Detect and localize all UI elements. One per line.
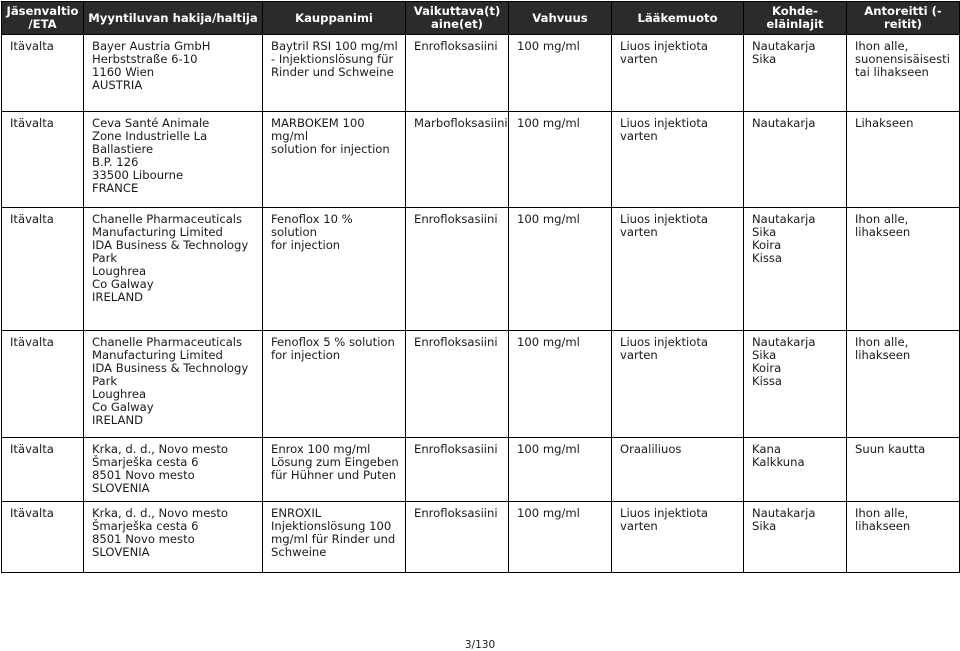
table-row: [2, 331, 960, 438]
cell-target-species-line: Sika: [752, 52, 777, 66]
cell-holder-line: Herbststraße 6-10: [92, 52, 198, 66]
cell-route: [847, 502, 960, 573]
cell-target-species: [744, 502, 847, 573]
cell-holder-line: Loughrea: [92, 264, 147, 278]
cell-pharmaceutical-form: [612, 502, 744, 573]
cell-holder-line: Krka, d. d., Novo mesto: [92, 506, 229, 520]
cell-holder-line: 8501 Novo mesto: [92, 532, 195, 546]
cell-route-line: Lihakseen: [855, 116, 914, 130]
cell-route: [847, 208, 960, 331]
cell-holder: [84, 502, 263, 573]
cell-trade-name: [263, 438, 406, 502]
cell-holder-line: Ballastiere: [92, 142, 154, 156]
cell-target-species-line: Sika: [752, 348, 777, 362]
cell-holder-line: IRELAND: [92, 290, 144, 304]
cell-target-species-line: Koira: [752, 361, 782, 375]
cell-target-species-line: Nautakarja: [752, 212, 816, 226]
cell-holder-line: Šmarješka cesta 6: [92, 519, 199, 533]
cell-holder-line: Park: [92, 374, 118, 388]
cell-route-line: lihakseen: [855, 519, 911, 533]
cell-trade-name-line: Lösung zum Eingeben: [271, 455, 399, 469]
cell-target-species: [744, 208, 847, 331]
table-row: [2, 208, 960, 331]
cell-holder-line: Park: [92, 251, 118, 265]
cell-holder: [84, 208, 263, 331]
cell-trade-name-line: Injektionslösung 100: [271, 519, 392, 533]
cell-pharmaceutical-form-line: varten: [620, 519, 658, 533]
cell-holder-line: B.P. 126: [92, 155, 139, 169]
header-strength: Vahvuus: [509, 2, 612, 35]
cell-trade-name-line: for injection: [271, 238, 341, 252]
cell-route-line: lihakseen: [855, 348, 911, 362]
cell-trade-name-line: ENROXIL: [271, 506, 322, 520]
cell-trade-name: [263, 208, 406, 331]
cell-target-species: [744, 438, 847, 502]
cell-pharmaceutical-form-line: varten: [620, 52, 658, 66]
cell-pharmaceutical-form-line: Liuos injektiota: [620, 39, 708, 53]
cell-trade-name-line: Fenoflox 10 % solution: [271, 212, 353, 239]
cell-member-state: Itävalta: [2, 112, 84, 208]
cell-pharmaceutical-form-line: Liuos injektiota: [620, 335, 708, 349]
cell-trade-name-line: for injection: [271, 348, 341, 362]
cell-holder: [84, 112, 263, 208]
cell-trade-name: [263, 331, 406, 438]
cell-target-species-line: Koira: [752, 238, 782, 252]
cell-holder-line: AUSTRIA: [92, 78, 143, 92]
cell-strength: 100 mg/ml: [509, 502, 612, 573]
cell-strength: 100 mg/ml: [509, 112, 612, 208]
cell-target-species: [744, 112, 847, 208]
cell-pharmaceutical-form-line: Liuos injektiota: [620, 212, 708, 226]
cell-trade-name-line: Enrox 100 mg/ml: [271, 442, 371, 456]
cell-member-state: Itävalta: [2, 331, 84, 438]
cell-member-state: Itävalta: [2, 438, 84, 502]
table-row: [2, 112, 960, 208]
cell-pharmaceutical-form-line: varten: [620, 225, 658, 239]
cell-route: [847, 438, 960, 502]
header-pharmaceutical-form: Lääkemuoto: [612, 2, 744, 35]
table-header-row: [2, 2, 960, 35]
cell-trade-name-line: für Hühner und Puten: [271, 468, 397, 482]
cell-trade-name: [263, 35, 406, 112]
cell-pharmaceutical-form-line: Oraaliliuos: [620, 442, 682, 456]
cell-target-species-line: Sika: [752, 519, 777, 533]
header-route: Antoreitti (-reitit): [847, 2, 960, 35]
cell-route-line: Ihon alle,: [855, 39, 909, 53]
cell-pharmaceutical-form-line: Liuos injektiota: [620, 116, 708, 130]
cell-active-substance: Enrofloksasiini: [406, 438, 509, 502]
cell-route: [847, 331, 960, 438]
cell-trade-name-line: Fenoflox 5 % solution: [271, 335, 395, 349]
cell-holder-line: IDA Business & Technology: [92, 238, 249, 252]
cell-holder-line: Ceva Santé Animale: [92, 116, 210, 130]
cell-pharmaceutical-form: [612, 112, 744, 208]
header-target-species: Kohde-eläinlajit: [744, 2, 847, 35]
header-active-substance: Vaikuttava(t) aine(et): [406, 2, 509, 35]
cell-target-species-line: Kana: [752, 442, 781, 456]
cell-holder-line: Loughrea: [92, 387, 147, 401]
cell-target-species-line: Nautakarja: [752, 506, 816, 520]
cell-holder: [84, 35, 263, 112]
cell-route-line: Suun kautta: [855, 442, 926, 456]
cell-pharmaceutical-form: [612, 438, 744, 502]
cell-route-line: Ihon alle,: [855, 212, 909, 226]
cell-strength: 100 mg/ml: [509, 331, 612, 438]
cell-route: [847, 35, 960, 112]
cell-strength: 100 mg/ml: [509, 438, 612, 502]
cell-strength: 100 mg/ml: [509, 35, 612, 112]
cell-trade-name-line: - Injektionslösung für: [271, 52, 394, 66]
table-row: [2, 502, 960, 573]
cell-target-species-line: Kissa: [752, 374, 783, 388]
cell-target-species-line: Nautakarja: [752, 335, 816, 349]
cell-target-species-line: Sika: [752, 225, 777, 239]
table-row: [2, 438, 960, 502]
cell-holder: [84, 331, 263, 438]
cell-pharmaceutical-form-line: Liuos injektiota: [620, 506, 708, 520]
cell-holder-line: 1160 Wien: [92, 65, 155, 79]
cell-holder-line: IRELAND: [92, 413, 144, 427]
cell-route-line: Ihon alle,: [855, 335, 909, 349]
header-holder: Myyntiluvan hakija/haltija: [84, 2, 263, 35]
product-table: [1, 1, 960, 573]
cell-holder-line: Chanelle Pharmaceuticals: [92, 335, 243, 349]
cell-active-substance: Enrofloksasiini: [406, 208, 509, 331]
cell-route-line: lihakseen: [855, 225, 911, 239]
cell-holder-line: SLOVENIA: [92, 481, 150, 495]
cell-holder-line: SLOVENIA: [92, 545, 150, 559]
cell-trade-name: [263, 502, 406, 573]
cell-target-species-line: Nautakarja: [752, 116, 816, 130]
cell-target-species: [744, 331, 847, 438]
cell-holder-line: Manufacturing Limited: [92, 225, 223, 239]
cell-pharmaceutical-form: [612, 331, 744, 438]
cell-holder-line: Zone Industrielle La: [92, 129, 208, 143]
cell-pharmaceutical-form: [612, 35, 744, 112]
cell-trade-name-line: Baytril RSI 100 mg/ml: [271, 39, 398, 53]
cell-member-state: Itävalta: [2, 208, 84, 331]
cell-holder-line: Co Galway: [92, 277, 154, 291]
cell-holder-line: Krka, d. d., Novo mesto: [92, 442, 229, 456]
cell-active-substance: Marbofloksasiini: [406, 112, 509, 208]
cell-holder-line: IDA Business & Technology: [92, 361, 249, 375]
cell-target-species: [744, 35, 847, 112]
cell-holder-line: Chanelle Pharmaceuticals: [92, 212, 243, 226]
cell-holder-line: Co Galway: [92, 400, 154, 414]
cell-holder: [84, 438, 263, 502]
cell-holder-line: Bayer Austria GmbH: [92, 39, 211, 53]
cell-trade-name-line: Rinder und Schweine: [271, 65, 394, 79]
cell-strength: 100 mg/ml: [509, 208, 612, 331]
cell-holder-line: FRANCE: [92, 181, 139, 195]
cell-holder-line: 33500 Libourne: [92, 168, 184, 182]
cell-route: [847, 112, 960, 208]
cell-member-state: Itävalta: [2, 35, 84, 112]
cell-route-line: tai lihakseen: [855, 65, 929, 79]
header-trade-name: Kauppanimi: [263, 2, 406, 35]
cell-active-substance: Enrofloksasiini: [406, 35, 509, 112]
cell-trade-name: [263, 112, 406, 208]
cell-trade-name-line: mg/ml für Rinder und: [271, 532, 396, 546]
cell-pharmaceutical-form: [612, 208, 744, 331]
cell-route-line: suonensisäisesti: [855, 52, 950, 66]
cell-member-state: Itävalta: [2, 502, 84, 573]
page-number: 3/130: [464, 639, 496, 651]
header-member-state: Jäsenvaltio /ETA: [2, 2, 84, 35]
cell-pharmaceutical-form-line: varten: [620, 129, 658, 143]
cell-route-line: Ihon alle,: [855, 506, 909, 520]
cell-target-species-line: Kissa: [752, 251, 783, 265]
cell-trade-name-line: Schweine: [271, 545, 327, 559]
cell-pharmaceutical-form-line: varten: [620, 348, 658, 362]
table-row: [2, 35, 960, 112]
cell-trade-name-line: MARBOKEM 100 mg/ml: [271, 116, 365, 143]
cell-target-species-line: Kalkkuna: [752, 455, 805, 469]
cell-holder-line: 8501 Novo mesto: [92, 468, 195, 482]
cell-active-substance: Enrofloksasiini: [406, 331, 509, 438]
cell-holder-line: Šmarješka cesta 6: [92, 455, 199, 469]
cell-active-substance: Enrofloksasiini: [406, 502, 509, 573]
cell-target-species-line: Nautakarja: [752, 39, 816, 53]
cell-trade-name-line: solution for injection: [271, 142, 390, 156]
cell-holder-line: Manufacturing Limited: [92, 348, 223, 362]
